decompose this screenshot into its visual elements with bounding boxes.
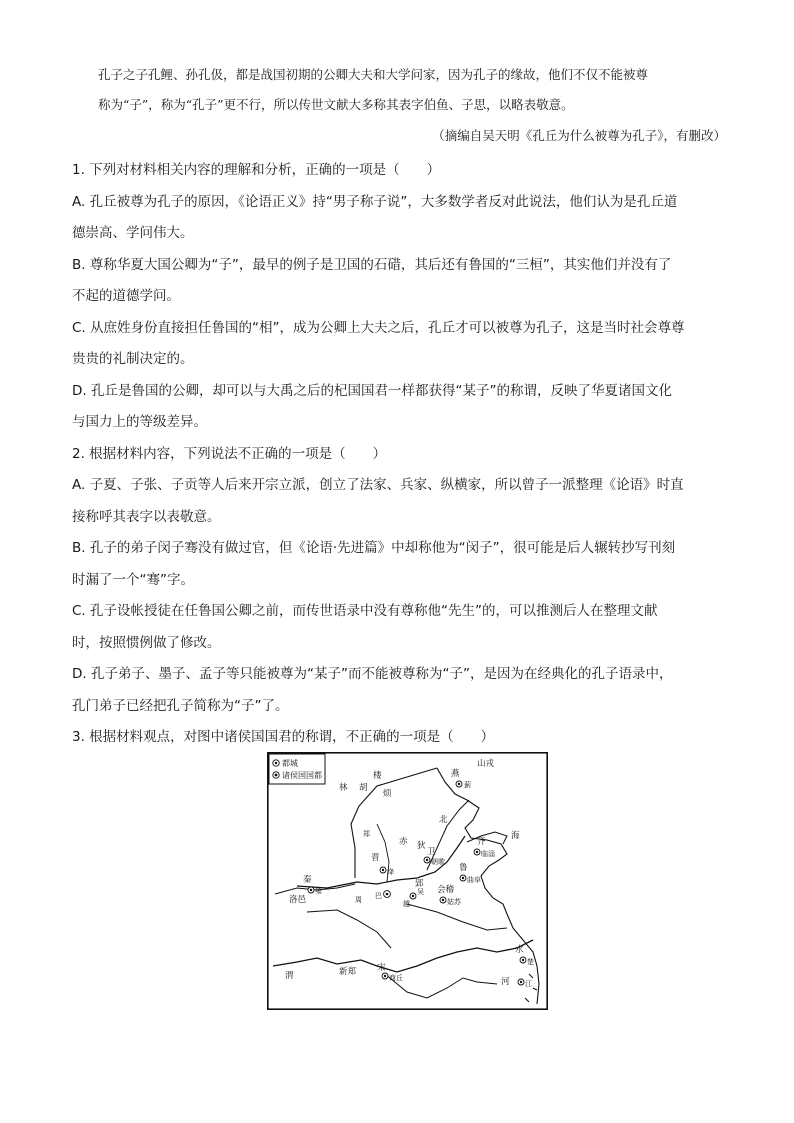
label-hu: 胡 bbox=[359, 783, 368, 793]
label-ji: 蓟 bbox=[464, 781, 471, 789]
option-line: 孔门弟子已经把孔子简称为“子”了。 bbox=[72, 697, 289, 714]
label-yue: 河 bbox=[501, 977, 510, 987]
label-jiang-river: 新郑 bbox=[339, 967, 357, 977]
label-wei-state: 卫 bbox=[427, 847, 436, 857]
label-qin: 秦 bbox=[303, 875, 312, 885]
label-linzi: 临淄 bbox=[481, 850, 495, 858]
label-qi: 齐 bbox=[477, 837, 486, 847]
label-yan: 燕 bbox=[451, 769, 460, 779]
passage-attribution: （摘编自吴天明《孔丘为什么被尊为孔子》，有删改） bbox=[432, 128, 726, 143]
label-gusu: 楚 bbox=[527, 958, 534, 966]
label-chu: 宋 bbox=[377, 963, 386, 973]
option-line: 时漏了一个“骞”字。 bbox=[72, 571, 194, 588]
label-wu: 水 bbox=[515, 945, 524, 955]
label-song: 会稽 bbox=[437, 885, 455, 895]
label-hai: 海 bbox=[511, 831, 520, 841]
label-ying: 商丘 bbox=[389, 974, 403, 982]
question-stem: 3. 根据材料观点，对图中诸侯国国君的称谓，不正确的一项是（ ） bbox=[72, 729, 495, 745]
passage-paragraph bbox=[72, 60, 728, 120]
option-line: B. 尊称华夏大国公卿为“子”，最早的例子是卫国的石碏，其后还有鲁国的“三桓”，其实他们并没有了 bbox=[72, 256, 672, 273]
label-lin: 林 bbox=[339, 783, 348, 793]
option-line: 贵贵的礼制决定的。 bbox=[72, 351, 194, 367]
label-luoyi: 巴 bbox=[375, 892, 382, 900]
label-zhou: 郢 bbox=[415, 879, 424, 889]
label-shangqiu: 姑苏 bbox=[447, 898, 461, 906]
label-jin: 晋 bbox=[371, 853, 380, 863]
label-bei: 北 bbox=[439, 815, 448, 825]
option-line: C. 从庶姓身份直接担任鲁国的“相”，成为公卿上大夫之后，孔丘才可以被尊为孔子，这是当时社会尊尊 bbox=[72, 319, 685, 336]
question-stem: 1. 下列对材料相关内容的理解和分析，正确的一项是（ ） bbox=[72, 162, 441, 178]
label-zhaoge: 朝歌 bbox=[431, 858, 445, 866]
option-line: C. 孔子设帐授徒在任鲁国公卿之前，而传世语录中没有尊称他“先生”的，可以推测后人在整理文献 bbox=[72, 603, 658, 619]
label-lu: 鲁 bbox=[459, 863, 468, 873]
question-stem: 2. 根据材料内容，下列说法不正确的一项是（ ） bbox=[72, 445, 387, 462]
label-shui: 周 bbox=[355, 896, 362, 904]
option-line: D. 孔子弟子、墨子、孟子等只能被尊为“某子”而不能被尊称为“子”，是因为在经典化的孔子语录中， bbox=[72, 666, 673, 682]
label-weishui: 洛邑 bbox=[289, 895, 307, 905]
spring-autumn-map bbox=[267, 752, 548, 1010]
passage-line: 称为“子”，称为“孔子”更不行，所以传世文献大多称其表字伯鱼、子思，以略表敬意。 bbox=[98, 97, 574, 112]
label-shanrong: 山戎 bbox=[477, 759, 495, 769]
option-line: 不起的道德学问。 bbox=[72, 288, 180, 304]
label-lou: 楼 bbox=[373, 771, 382, 781]
legend-state-capital-label: 诸侯国国都 bbox=[282, 771, 322, 780]
label-he: 郑 bbox=[363, 830, 370, 838]
option-line: 与国力上的等级差异。 bbox=[72, 414, 207, 430]
label-yong: 雍 bbox=[315, 887, 322, 895]
option-line: A. 子夏、子张、子贡等人后来开宗立派，创立了法家、兵家、纵横家，所以曾子一派整理《论语》时直 bbox=[72, 477, 684, 493]
label-di: 狄 bbox=[417, 841, 426, 851]
label-jiang: 绛 bbox=[387, 868, 394, 876]
label-fan: 烦 bbox=[383, 789, 392, 799]
option-line: 德崇高、学问伟大。 bbox=[72, 225, 194, 241]
label-zheng: 吴 bbox=[417, 888, 424, 896]
passage-line: 孔子之子孔鲤、孙孔伋，都是战国初期的公卿大夫和大学问家，因为孔子的缘故，他们不仅不能被尊 bbox=[98, 67, 649, 82]
option-line: D. 孔丘是鲁国的公卿，却可以与大禹之后的杞国国君一样都获得“某子”的称谓，反映了华夏诸国文化 bbox=[72, 382, 672, 399]
option-line: A. 孔丘被尊为孔子的原因，《论语正义》持“男子称子说”，大多数学者反对此说法，他们认为是孔丘道 bbox=[72, 193, 678, 210]
label-qufu: 曲阜 bbox=[467, 876, 481, 884]
option-line: 时，按照惯例做了修改。 bbox=[72, 634, 221, 651]
option-line: 接称呼其表字以表敬意。 bbox=[72, 508, 221, 525]
label-kuaiji: 江 bbox=[525, 980, 532, 988]
option-line: B. 孔子的弟子闵子骞没有做过官，但《论语·先进篇》中却称他为“闵子”，很可能是后人辗转抄写刊刻 bbox=[72, 540, 676, 556]
label-chi: 赤 bbox=[399, 837, 408, 847]
question-list bbox=[72, 155, 726, 754]
label-ba: 渭 bbox=[285, 971, 294, 981]
label-xinzheng: 越 bbox=[403, 900, 410, 908]
legend-capital-label: 都城 bbox=[282, 759, 298, 768]
legend-state-capital-icon bbox=[273, 772, 279, 778]
